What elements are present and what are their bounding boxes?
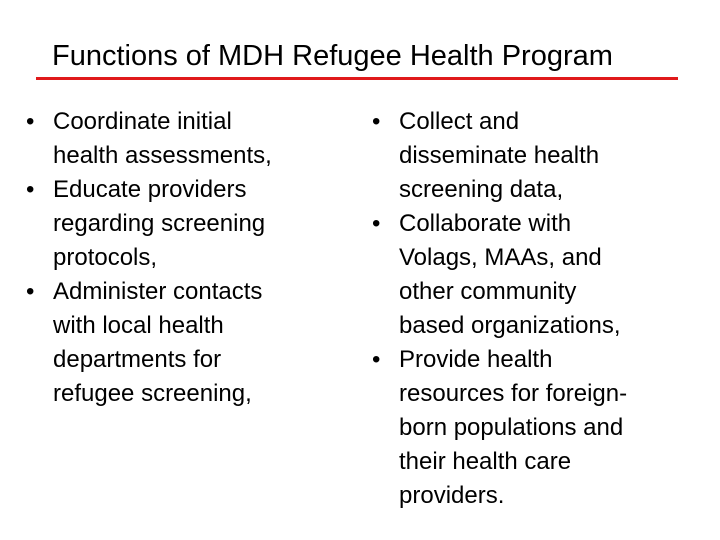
right-bullet-list (372, 105, 672, 513)
bullet-text-line: Coordinate initial (53, 108, 232, 135)
bullet-text-line: with local health (53, 312, 224, 339)
bullet-text-line: health assessments, (53, 142, 272, 169)
bullet-text-line: Administer contacts (53, 278, 263, 305)
bullet-text-line: Volags, MAAs, and (399, 244, 602, 271)
bullet-icon: • (26, 278, 35, 305)
bullet-text-line: born populations and (399, 414, 624, 441)
bullet-text-line: based organizations, (399, 312, 621, 339)
bullet-icon: • (372, 346, 381, 373)
bullet-text-line: their health care (399, 448, 572, 475)
bullet-text-line: other community (399, 278, 577, 305)
bullet-item (26, 173, 326, 275)
bullet-text-line: Collect and (399, 108, 520, 135)
bullet-text-line: resources for foreign- (399, 380, 628, 407)
bullet-text-line: disseminate health (399, 142, 600, 169)
bullet-icon: • (26, 108, 35, 135)
bullet-item (26, 275, 326, 411)
slide-title: Functions of MDH Refugee Health Program (52, 40, 613, 72)
bullet-text-line: screening data, (399, 176, 564, 203)
title-underline (36, 77, 678, 80)
bullet-icon: • (26, 176, 35, 203)
bullet-text-line: providers. (399, 482, 505, 509)
bullet-text-line: Collaborate with (399, 210, 572, 237)
bullet-icon: • (372, 210, 381, 237)
left-bullet-list (26, 105, 326, 411)
bullet-text-line: Provide health (399, 346, 553, 373)
bullet-text-line: regarding screening (53, 210, 266, 237)
bullet-text-line: protocols, (53, 244, 158, 271)
bullet-item (372, 105, 672, 207)
bullet-item (26, 105, 326, 173)
bullet-text-line: refugee screening, (53, 380, 252, 407)
bullet-text-line: Educate providers (53, 176, 247, 203)
bullet-text-line: departments for (53, 346, 222, 373)
bullet-item (372, 207, 672, 343)
bullet-icon: • (372, 108, 381, 135)
bullet-item (372, 343, 672, 513)
